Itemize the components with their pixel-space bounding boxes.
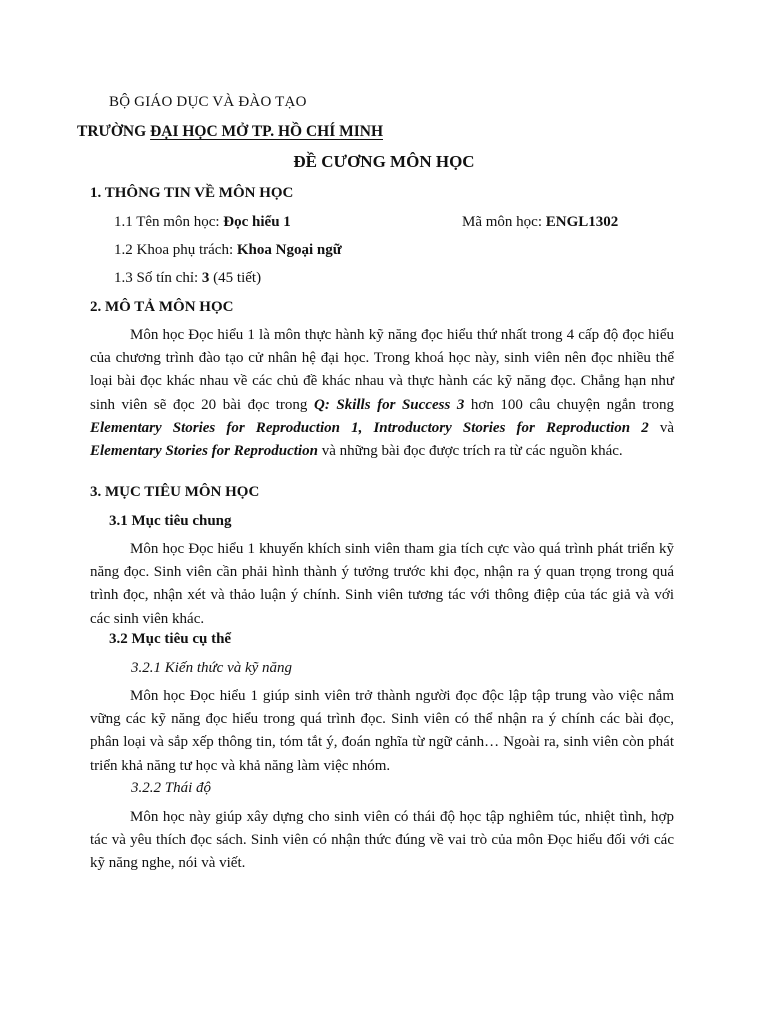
- course-name-row: [114, 214, 291, 231]
- course-description-paragraph: [90, 324, 674, 463]
- subsection-3-1-heading: 3.1 Mục tiêu chung: [109, 513, 232, 529]
- knowledge-skills-paragraph: Môn học Đọc hiểu 1 giúp sinh viên trở thành người đọc độc lập tập trung vào việc nắm vững các kỹ năng đọc hiểu trong quá trình đọc. Sinh viên có thể nhận ra ý chính các bài đọc, phân loại và sắp xếp thông tin, tóm tắt ý, đoán nghĩa từ ngữ cảnh… Ngoài ra, sinh viên còn phát triển khả năng tư học và khả năng làm việc nhóm.: [90, 688, 674, 774]
- department-value: Khoa Ngoại ngữ: [236, 242, 342, 258]
- credits-label: 1.3 Số tín chỉ:: [114, 270, 202, 286]
- desc-part-4: và những bài đọc được trích ra từ các nguồn khác.: [317, 443, 623, 460]
- subsection-3-2-2-heading: 3.2.2 Thái độ: [131, 780, 212, 796]
- course-code-value: ENGL1302: [545, 214, 619, 230]
- section-3-heading: 3. MỤC TIÊU MÔN HỌC: [90, 484, 260, 500]
- department-label: 1.2 Khoa phụ trách:: [114, 242, 237, 258]
- subsection-3-2-heading: 3.2 Mục tiêu cụ thể: [109, 631, 232, 647]
- school-name: [77, 123, 383, 141]
- course-code-row: [462, 214, 618, 231]
- credits-row: [114, 270, 261, 287]
- book-title-1: Q: Skills for Success 3: [313, 396, 465, 413]
- credits-suffix: (45 tiết): [209, 270, 262, 286]
- section-2-heading: 2. MÔ TẢ MÔN HỌC: [90, 299, 234, 315]
- desc-part-2: hơn 100 câu chuyện ngắn trong: [464, 396, 674, 413]
- course-name-value: Đọc hiểu 1: [223, 214, 291, 230]
- general-objective-paragraph: Môn học Đọc hiểu 1 khuyến khích sinh viên tham gia tích cực vào quá trình phát triển kỹ năng đọc. Sinh viên cần phải hình thành ý tưởng trước khi đọc, nhận ra ý quan trọng trong quá trình đọc, nhận xét và thảo luận ý chính. Sinh viên tương tác với thông điệp của tác giả và với các sinh viên khác.: [90, 541, 674, 627]
- school-name-underlined: ĐẠI HỌC MỞ TP. HỒ CHÍ MINH: [150, 123, 384, 140]
- department-row: [114, 242, 342, 259]
- ministry-name: BỘ GIÁO DỤC VÀ ĐÀO TẠO: [109, 94, 307, 110]
- attitude-paragraph: Môn học này giúp xây dựng cho sinh viên có thái độ học tập nghiêm túc, nhiệt tình, hợp tác và yêu thích đọc sách. Sinh viên có nhận thức đúng về vai trò của môn Đọc hiểu đối với các kỹ năng nghe, nói và viết.: [90, 809, 674, 872]
- school-prefix: TRƯỜNG: [77, 123, 151, 140]
- subsection-3-2-1-heading: 3.2.1 Kiến thức và kỹ năng: [131, 660, 293, 676]
- credits-value: 3: [201, 270, 210, 286]
- course-name-label: 1.1 Tên môn học:: [114, 214, 224, 230]
- course-code-label: Mã môn học:: [462, 214, 546, 230]
- document-title: ĐỀ CƯƠNG MÔN HỌC: [293, 152, 475, 171]
- desc-part-3: và: [648, 419, 674, 436]
- section-1-heading: 1. THÔNG TIN VỀ MÔN HỌC: [90, 185, 294, 201]
- book-title-3: Elementary Stories for Reproduction: [90, 443, 318, 460]
- book-title-2: Elementary Stories for Reproduction 1, Introductory Stories for Reproduction 2: [90, 419, 649, 436]
- desc-part-1: Môn học Đọc hiểu 1 là môn thực hành kỹ năng đọc hiểu thứ nhất trong 4 cấp độ đọc hiểu của chương trình đào tạo cử nhân hệ đại học. Trong khoá học này, sinh viên nên đọc nhiều thể loại bài đọc khác nhau về các chủ đề khác nhau và thực hành các kỹ năng đọc. Chẳng hạn như sinh viên sẽ đọc 20 bài đọc trong: [90, 327, 674, 413]
